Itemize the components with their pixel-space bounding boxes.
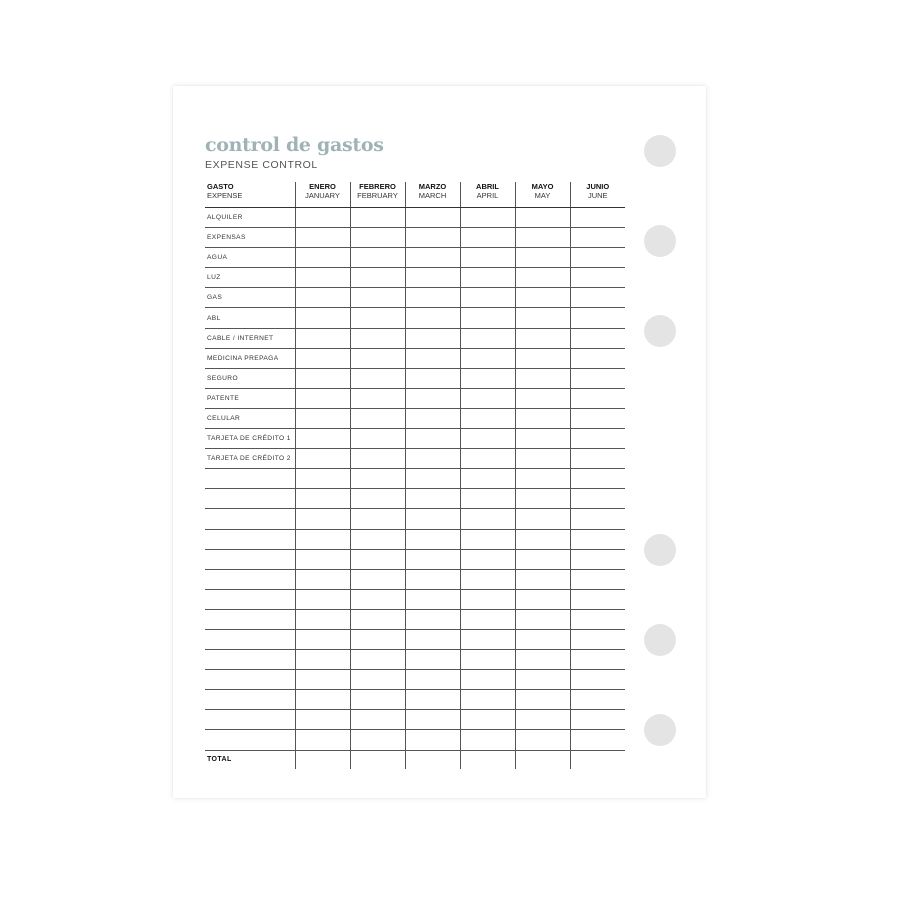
amount-cell[interactable]	[570, 529, 625, 549]
amount-cell[interactable]	[295, 248, 350, 268]
table-row	[205, 730, 625, 750]
amount-cell[interactable]	[350, 268, 405, 288]
amount-cell[interactable]	[570, 589, 625, 609]
amount-cell[interactable]	[460, 710, 515, 730]
amount-cell[interactable]	[460, 288, 515, 308]
column-header-month	[515, 182, 570, 208]
expense-label: LUZ	[205, 268, 295, 288]
amount-cell[interactable]	[405, 569, 460, 589]
amount-cell[interactable]	[460, 549, 515, 569]
amount-cell[interactable]	[405, 650, 460, 670]
table-row	[205, 228, 625, 248]
total-cell[interactable]	[295, 750, 350, 769]
amount-cell[interactable]	[405, 609, 460, 629]
amount-cell[interactable]	[350, 429, 405, 449]
amount-cell[interactable]	[460, 408, 515, 428]
amount-cell[interactable]	[350, 288, 405, 308]
amount-cell[interactable]	[460, 348, 515, 368]
expense-label	[205, 469, 295, 489]
amount-cell[interactable]	[570, 549, 625, 569]
amount-cell[interactable]	[295, 670, 350, 690]
table-row	[205, 268, 625, 288]
expense-label	[205, 670, 295, 690]
binder-hole	[644, 714, 676, 746]
table-row	[205, 589, 625, 609]
expense-label: CELULAR	[205, 408, 295, 428]
expense-label: ALQUILER	[205, 208, 295, 228]
amount-cell[interactable]	[460, 328, 515, 348]
binder-hole	[644, 624, 676, 656]
amount-cell[interactable]	[350, 368, 405, 388]
amount-cell[interactable]	[295, 469, 350, 489]
amount-cell[interactable]	[570, 609, 625, 629]
expense-label: PATENTE	[205, 388, 295, 408]
table-row	[205, 629, 625, 649]
amount-cell[interactable]	[350, 328, 405, 348]
amount-cell[interactable]	[515, 609, 570, 629]
amount-cell[interactable]	[460, 429, 515, 449]
amount-cell[interactable]	[570, 569, 625, 589]
amount-cell[interactable]	[515, 629, 570, 649]
total-cell[interactable]	[350, 750, 405, 769]
expense-label: ABL	[205, 308, 295, 328]
amount-cell[interactable]	[460, 690, 515, 710]
amount-cell[interactable]	[515, 469, 570, 489]
amount-cell[interactable]	[295, 509, 350, 529]
amount-cell[interactable]	[515, 569, 570, 589]
amount-cell[interactable]	[295, 208, 350, 228]
expense-label: EXPENSAS	[205, 228, 295, 248]
amount-cell[interactable]	[460, 308, 515, 328]
table-row	[205, 509, 625, 529]
amount-cell[interactable]	[295, 429, 350, 449]
column-header-month	[460, 182, 515, 208]
amount-cell[interactable]	[515, 328, 570, 348]
amount-cell[interactable]	[295, 268, 350, 288]
amount-cell[interactable]	[350, 589, 405, 609]
amount-cell[interactable]	[515, 348, 570, 368]
amount-cell[interactable]	[460, 489, 515, 509]
amount-cell[interactable]	[350, 670, 405, 690]
table-row	[205, 368, 625, 388]
amount-cell[interactable]	[405, 629, 460, 649]
amount-cell[interactable]	[515, 549, 570, 569]
amount-cell[interactable]	[405, 489, 460, 509]
amount-cell[interactable]	[405, 549, 460, 569]
binder-hole	[644, 534, 676, 566]
binder-hole	[644, 315, 676, 347]
amount-cell[interactable]	[460, 208, 515, 228]
page-subtitle: EXPENSE CONTROL	[205, 159, 318, 171]
amount-cell[interactable]	[405, 248, 460, 268]
amount-cell[interactable]	[460, 469, 515, 489]
table-row	[205, 449, 625, 469]
expense-label: SEGURO	[205, 368, 295, 388]
amount-cell[interactable]	[405, 529, 460, 549]
table-row	[205, 248, 625, 268]
table-row	[205, 690, 625, 710]
amount-cell[interactable]	[515, 288, 570, 308]
header-label-es: FEBRERO	[359, 182, 396, 191]
amount-cell[interactable]	[515, 670, 570, 690]
expense-label	[205, 730, 295, 750]
amount-cell[interactable]	[570, 710, 625, 730]
amount-cell[interactable]	[460, 248, 515, 268]
header-label-es: MARZO	[418, 182, 447, 191]
binder-hole	[644, 135, 676, 167]
amount-cell[interactable]	[405, 429, 460, 449]
expense-table	[205, 182, 625, 769]
table-row	[205, 609, 625, 629]
header-label-es: JUNIO	[586, 182, 610, 191]
amount-cell[interactable]	[350, 529, 405, 549]
amount-cell[interactable]	[405, 268, 460, 288]
amount-cell[interactable]	[350, 549, 405, 569]
amount-cell[interactable]	[295, 549, 350, 569]
amount-cell[interactable]	[405, 228, 460, 248]
amount-cell[interactable]	[515, 408, 570, 428]
amount-cell[interactable]	[295, 730, 350, 750]
amount-cell[interactable]	[405, 469, 460, 489]
amount-cell[interactable]	[295, 609, 350, 629]
amount-cell[interactable]	[570, 268, 625, 288]
total-cell[interactable]	[405, 750, 460, 769]
amount-cell[interactable]	[570, 629, 625, 649]
expense-label	[205, 650, 295, 670]
amount-cell[interactable]	[295, 529, 350, 549]
header-label-en: APRIL	[476, 191, 499, 200]
amount-cell[interactable]	[295, 589, 350, 609]
expense-label	[205, 509, 295, 529]
table-row	[205, 710, 625, 730]
header-label-en: JANUARY	[305, 191, 340, 200]
amount-cell[interactable]	[515, 650, 570, 670]
amount-cell[interactable]	[295, 388, 350, 408]
amount-cell[interactable]	[570, 388, 625, 408]
total-cell[interactable]	[515, 750, 570, 769]
expense-label: TARJETA DE CRÉDITO 2	[205, 449, 295, 469]
header-label-en: MAY	[534, 191, 551, 200]
amount-cell[interactable]	[570, 469, 625, 489]
column-header-expense	[205, 182, 295, 208]
expense-label	[205, 609, 295, 629]
amount-cell[interactable]	[515, 248, 570, 268]
total-row	[205, 750, 625, 769]
binder-hole	[644, 225, 676, 257]
amount-cell[interactable]	[460, 589, 515, 609]
table-row	[205, 469, 625, 489]
table-row	[205, 208, 625, 228]
amount-cell[interactable]	[350, 469, 405, 489]
amount-cell[interactable]	[460, 529, 515, 549]
expense-label	[205, 589, 295, 609]
amount-cell[interactable]	[405, 710, 460, 730]
amount-cell[interactable]	[460, 730, 515, 750]
amount-cell[interactable]	[570, 429, 625, 449]
amount-cell[interactable]	[295, 328, 350, 348]
header-row	[205, 182, 625, 208]
amount-cell[interactable]	[515, 308, 570, 328]
amount-cell[interactable]	[570, 690, 625, 710]
table-row	[205, 328, 625, 348]
amount-cell[interactable]	[350, 208, 405, 228]
amount-cell[interactable]	[570, 308, 625, 328]
expense-label: GAS	[205, 288, 295, 308]
header-label-en: MARCH	[418, 191, 447, 200]
amount-cell[interactable]	[515, 368, 570, 388]
table-row	[205, 348, 625, 368]
amount-cell[interactable]	[295, 408, 350, 428]
amount-cell[interactable]	[515, 268, 570, 288]
amount-cell[interactable]	[460, 388, 515, 408]
amount-cell[interactable]	[295, 629, 350, 649]
amount-cell[interactable]	[405, 308, 460, 328]
amount-cell[interactable]	[460, 268, 515, 288]
amount-cell[interactable]	[405, 288, 460, 308]
header-label-es: GASTO	[207, 182, 234, 191]
amount-cell[interactable]	[515, 730, 570, 750]
amount-cell[interactable]	[295, 228, 350, 248]
amount-cell[interactable]	[405, 730, 460, 750]
amount-cell[interactable]	[515, 589, 570, 609]
amount-cell[interactable]	[405, 408, 460, 428]
expense-label	[205, 549, 295, 569]
amount-cell[interactable]	[350, 690, 405, 710]
table-row	[205, 569, 625, 589]
amount-cell[interactable]	[460, 609, 515, 629]
expense-label	[205, 710, 295, 730]
table-row	[205, 408, 625, 428]
amount-cell[interactable]	[405, 449, 460, 469]
amount-cell[interactable]	[295, 489, 350, 509]
amount-cell[interactable]	[350, 408, 405, 428]
total-label: TOTAL	[205, 750, 295, 769]
amount-cell[interactable]	[515, 208, 570, 228]
amount-cell[interactable]	[460, 569, 515, 589]
page-title: control de gastos	[205, 134, 384, 156]
expense-label	[205, 569, 295, 589]
amount-cell[interactable]	[570, 489, 625, 509]
amount-cell[interactable]	[515, 449, 570, 469]
total-cell[interactable]	[570, 750, 625, 769]
header-label-es: ENERO	[309, 182, 336, 191]
table-row	[205, 529, 625, 549]
amount-cell[interactable]	[515, 489, 570, 509]
header-label-en: EXPENSE	[207, 191, 243, 200]
header-label-en: JUNE	[587, 191, 608, 200]
amount-cell[interactable]	[350, 228, 405, 248]
amount-cell[interactable]	[570, 408, 625, 428]
amount-cell[interactable]	[295, 449, 350, 469]
expense-label	[205, 529, 295, 549]
amount-cell[interactable]	[570, 328, 625, 348]
amount-cell[interactable]	[295, 308, 350, 328]
table-body	[205, 208, 625, 769]
table-row	[205, 388, 625, 408]
amount-cell[interactable]	[405, 670, 460, 690]
amount-cell[interactable]	[295, 569, 350, 589]
amount-cell[interactable]	[295, 690, 350, 710]
amount-cell[interactable]	[350, 629, 405, 649]
amount-cell[interactable]	[350, 388, 405, 408]
amount-cell[interactable]	[295, 348, 350, 368]
table-row	[205, 429, 625, 449]
amount-cell[interactable]	[460, 650, 515, 670]
amount-cell[interactable]	[350, 730, 405, 750]
amount-cell[interactable]	[405, 388, 460, 408]
column-header-month	[570, 182, 625, 208]
amount-cell[interactable]	[405, 328, 460, 348]
amount-cell[interactable]	[350, 609, 405, 629]
amount-cell[interactable]	[350, 348, 405, 368]
amount-cell[interactable]	[295, 368, 350, 388]
expense-label	[205, 690, 295, 710]
expense-label: MEDICINA PREPAGA	[205, 348, 295, 368]
amount-cell[interactable]	[350, 449, 405, 469]
table-row	[205, 650, 625, 670]
amount-cell[interactable]	[515, 388, 570, 408]
header-label-es: ABRIL	[476, 182, 499, 191]
amount-cell[interactable]	[570, 509, 625, 529]
expense-label: TARJETA DE CRÉDITO 1	[205, 429, 295, 449]
amount-cell[interactable]	[350, 308, 405, 328]
amount-cell[interactable]	[350, 509, 405, 529]
amount-cell[interactable]	[570, 288, 625, 308]
amount-cell[interactable]	[460, 629, 515, 649]
amount-cell[interactable]	[570, 449, 625, 469]
column-header-month	[405, 182, 460, 208]
header-label-en: FEBRUARY	[357, 191, 398, 200]
amount-cell[interactable]	[570, 730, 625, 750]
amount-cell[interactable]	[570, 368, 625, 388]
amount-cell[interactable]	[570, 348, 625, 368]
amount-cell[interactable]	[515, 509, 570, 529]
expense-label	[205, 629, 295, 649]
amount-cell[interactable]	[405, 690, 460, 710]
amount-cell[interactable]	[515, 690, 570, 710]
amount-cell[interactable]	[460, 449, 515, 469]
amount-cell[interactable]	[460, 509, 515, 529]
amount-cell[interactable]	[350, 489, 405, 509]
amount-cell[interactable]	[295, 288, 350, 308]
column-header-month	[295, 182, 350, 208]
amount-cell[interactable]	[350, 248, 405, 268]
amount-cell[interactable]	[570, 670, 625, 690]
amount-cell[interactable]	[460, 228, 515, 248]
table-row	[205, 670, 625, 690]
amount-cell[interactable]	[295, 710, 350, 730]
expense-label: CABLE / INTERNET	[205, 328, 295, 348]
amount-cell[interactable]	[570, 228, 625, 248]
amount-cell[interactable]	[350, 650, 405, 670]
expense-label	[205, 489, 295, 509]
amount-cell[interactable]	[460, 670, 515, 690]
table-row	[205, 489, 625, 509]
amount-cell[interactable]	[515, 529, 570, 549]
amount-cell[interactable]	[405, 589, 460, 609]
amount-cell[interactable]	[350, 710, 405, 730]
table-row	[205, 308, 625, 328]
amount-cell[interactable]	[515, 429, 570, 449]
column-header-month	[350, 182, 405, 208]
amount-cell[interactable]	[460, 368, 515, 388]
amount-cell[interactable]	[405, 368, 460, 388]
header-label-es: MAYO	[531, 182, 554, 191]
amount-cell[interactable]	[405, 509, 460, 529]
amount-cell[interactable]	[405, 348, 460, 368]
amount-cell[interactable]	[515, 228, 570, 248]
planner-sheet	[173, 86, 706, 798]
amount-cell[interactable]	[570, 650, 625, 670]
amount-cell[interactable]	[405, 208, 460, 228]
table-row	[205, 288, 625, 308]
amount-cell[interactable]	[295, 650, 350, 670]
expense-label: AGUA	[205, 248, 295, 268]
amount-cell[interactable]	[570, 208, 625, 228]
table-row	[205, 549, 625, 569]
amount-cell[interactable]	[570, 248, 625, 268]
amount-cell[interactable]	[515, 710, 570, 730]
total-cell[interactable]	[460, 750, 515, 769]
amount-cell[interactable]	[350, 569, 405, 589]
